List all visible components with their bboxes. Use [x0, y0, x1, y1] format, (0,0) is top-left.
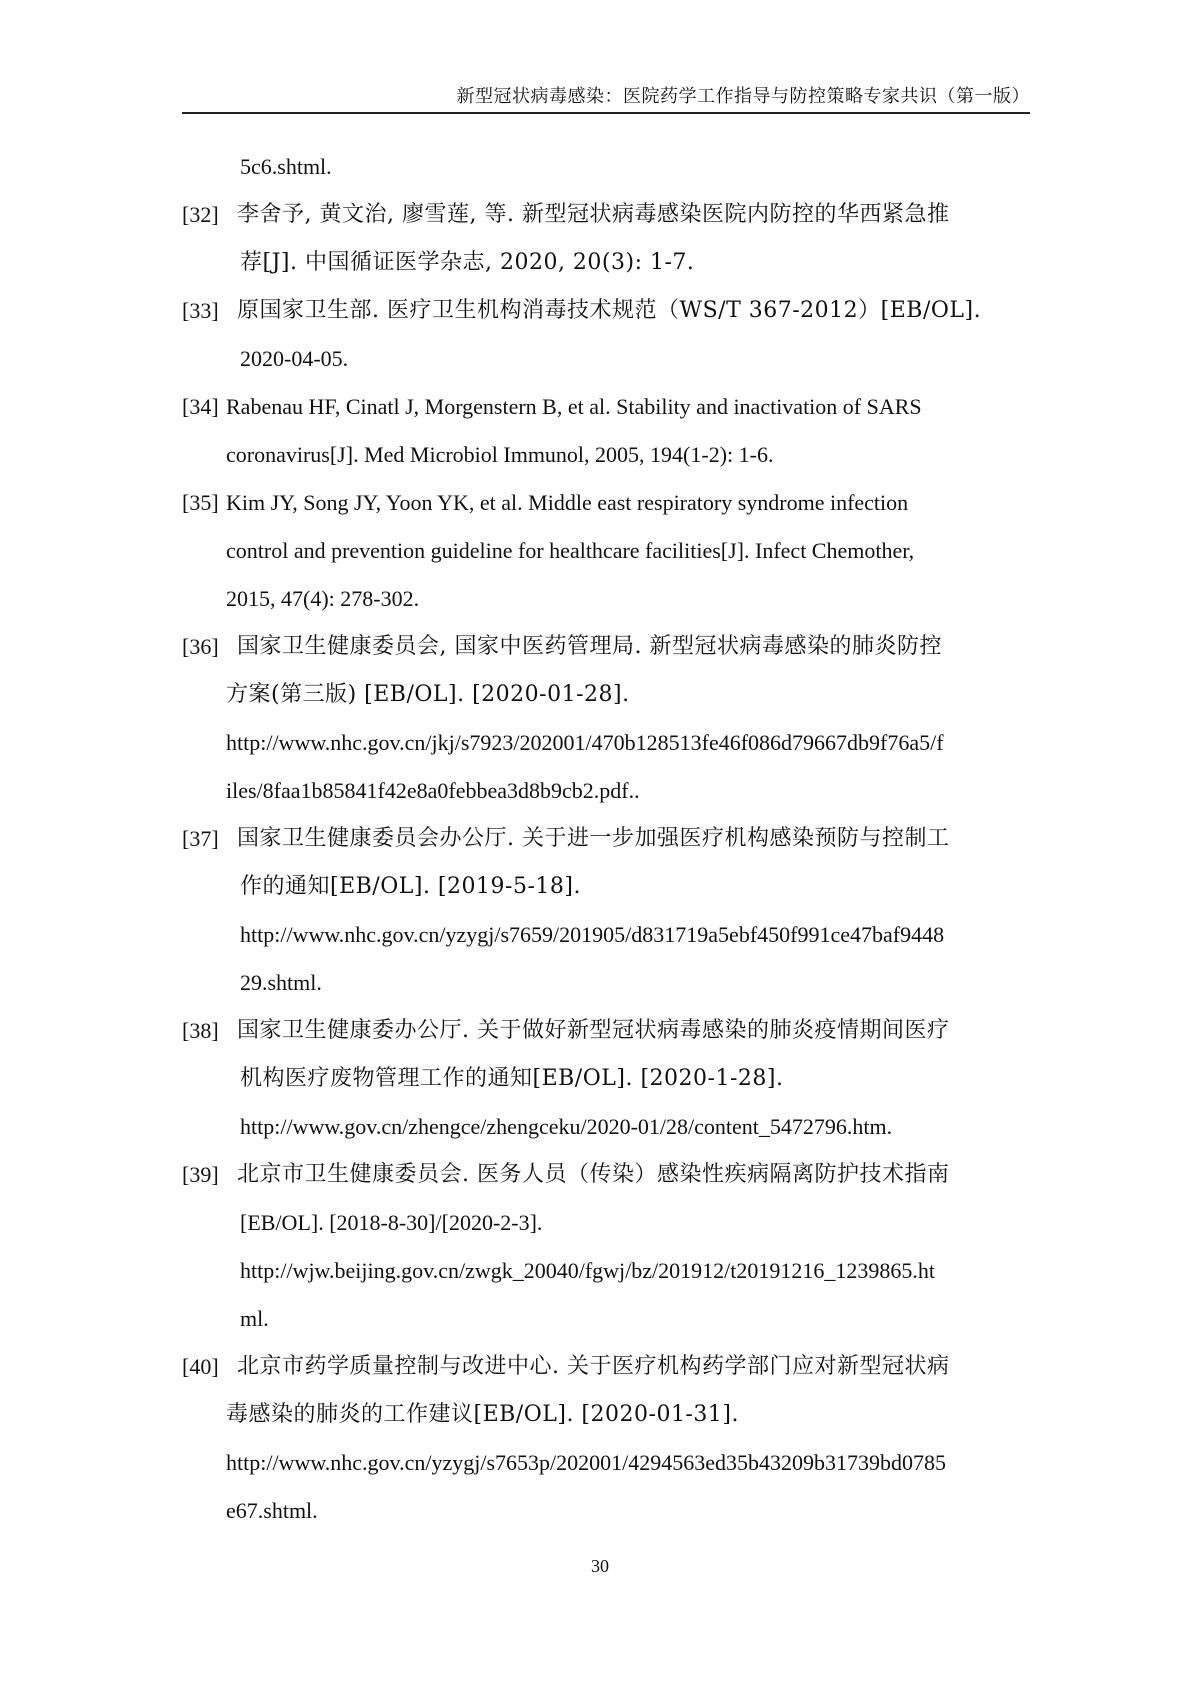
reference-36-url-line-2: iles/8faa1b85841f42e8a0febbea3d8b9cb2.pdf.. — [226, 778, 640, 803]
reference-33-number: [33] — [182, 298, 219, 323]
reference-35-line-3: 2015, 47(4): 278-302. — [226, 586, 420, 611]
reference-39-line-1: 北京市卫生健康委员会. 医务人员（传染）感染性疾病隔离防护技术指南 — [237, 1162, 950, 1187]
reference-36-number: [36] — [182, 634, 219, 659]
reference-40-url-line-1: http://www.nhc.gov.cn/yzygj/s7653p/202001/4294563ed35b43209b31739bd0785 — [226, 1450, 947, 1475]
reference-36-url-line-1: http://www.nhc.gov.cn/jkj/s7923/202001/470b128513fe46f086d79667db9f76a5/f — [226, 730, 944, 755]
reference-38-line-2: 机构医疗废物管理工作的通知[EB/OL]. [2020-1-28]. — [240, 1066, 784, 1091]
reference-35-number: [35] — [182, 490, 219, 515]
reference-39-line-2: [EB/OL]. [2018-8-30]/[2020-2-3]. — [240, 1210, 543, 1235]
reference-40-line-1: 北京市药学质量控制与改进中心. 关于医疗机构药学部门应对新型冠状病 — [237, 1354, 950, 1379]
reference-32-number: [32] — [182, 202, 219, 227]
reference-39-url-line-2: ml. — [240, 1306, 269, 1331]
reference-32-line-1: 李舍予, 黄文治, 廖雪莲, 等. 新型冠状病毒感染医院内防控的华西紧急推 — [237, 202, 950, 227]
reference-32-line-2: 荐[J]. 中国循证医学杂志, 2020, 20(3): 1-7. — [240, 250, 695, 275]
reference-31-continuation: 5c6.shtml. — [240, 154, 332, 179]
reference-34-number: [34] — [182, 394, 219, 419]
reference-34-line-1: Rabenau HF, Cinatl J, Morgenstern B, et al. Stability and inactivation of SARS — [226, 394, 922, 419]
reference-39-number: [39] — [182, 1162, 219, 1187]
reference-37-line-2: 作的通知[EB/OL]. [2019-5-18]. — [240, 874, 581, 899]
reference-35-line-2: control and prevention guideline for healthcare facilities[J]. Infect Chemother, — [226, 538, 915, 563]
reference-39-url-line-1: http://wjw.beijing.gov.cn/zwgk_20040/fgwj/bz/201912/t20191216_1239865.ht — [240, 1258, 935, 1283]
reference-40-line-2: 毒感染的肺炎的工作建议[EB/OL]. [2020-01-31]. — [226, 1402, 739, 1427]
reference-37-line-1: 国家卫生健康委员会办公厅. 关于进一步加强医疗机构感染预防与控制工 — [237, 826, 950, 851]
page-number: 30 — [591, 1556, 609, 1576]
reference-35-line-1: Kim JY, Song JY, Yoon YK, et al. Middle east respiratory syndrome infection — [226, 490, 909, 515]
reference-33-line-2: 2020-04-05. — [240, 346, 349, 371]
reference-40-number: [40] — [182, 1354, 219, 1379]
running-title: 新型冠状病毒感染：医院药学工作指导与防控策略专家共识（第一版） — [456, 86, 1030, 107]
reference-37-url-line-1: http://www.nhc.gov.cn/yzygj/s7659/201905/d831719a5ebf450f991ce47baf9448 — [240, 922, 945, 947]
reference-37-url-line-2: 29.shtml. — [240, 970, 322, 995]
reference-36-line-1: 国家卫生健康委员会, 国家中医药管理局. 新型冠状病毒感染的肺炎防控 — [237, 634, 942, 659]
reference-33-line-1: 原国家卫生部. 医疗卫生机构消毒技术规范（WS/T 367-2012）[EB/OL]. — [237, 298, 982, 323]
reference-34-line-2: coronavirus[J]. Med Microbiol Immunol, 2005, 194(1-2): 1-6. — [226, 442, 774, 467]
reference-37-number: [37] — [182, 826, 219, 851]
reference-38-number: [38] — [182, 1018, 219, 1043]
reference-40-url-line-2: e67.shtml. — [226, 1498, 318, 1523]
reference-38-line-1: 国家卫生健康委办公厅. 关于做好新型冠状病毒感染的肺炎疫情期间医疗 — [237, 1018, 950, 1043]
reference-36-line-2: 方案(第三版) [EB/OL]. [2020-01-28]. — [226, 682, 630, 707]
reference-38-url: http://www.gov.cn/zhengce/zhengceku/2020-01/28/content_5472796.htm. — [240, 1114, 893, 1139]
